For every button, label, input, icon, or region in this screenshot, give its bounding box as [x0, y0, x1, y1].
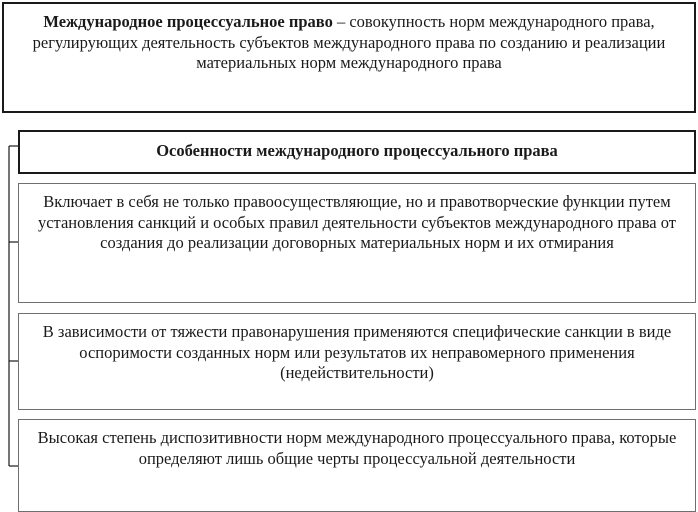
features-header: [18, 130, 696, 174]
feature-text: В зависимости от тяжести правонарушения применяются специфические санкции в виде оспоримости созданных норм или результатов их неправомерного применения (недействительности): [42, 322, 672, 382]
feature-item-1: [18, 183, 696, 303]
definition-term: Международное процессуальное право: [43, 12, 333, 31]
feature-item-3: [18, 419, 696, 512]
definition-box: [2, 2, 696, 113]
feature-item-2: [18, 313, 696, 410]
feature-text: Высокая степень диспозитивности норм международного процессуального права, которые определяют лишь общие черты процессуальной деятельности: [37, 428, 677, 468]
features-header-title: Особенности международного процессуального права: [156, 141, 558, 160]
feature-text: Включает в себя не только правоосуществляющие, но и правотворческие функции путем установления санкций и особых правил деятельности субъектов международного права от создания до реализации договорных материальных норм и их отмирания: [37, 192, 676, 252]
definition-text: – совокупность норм международного права, регулирующих деятельность субъектов международного права по созданию и реализации материальных норм международного права: [32, 12, 666, 72]
